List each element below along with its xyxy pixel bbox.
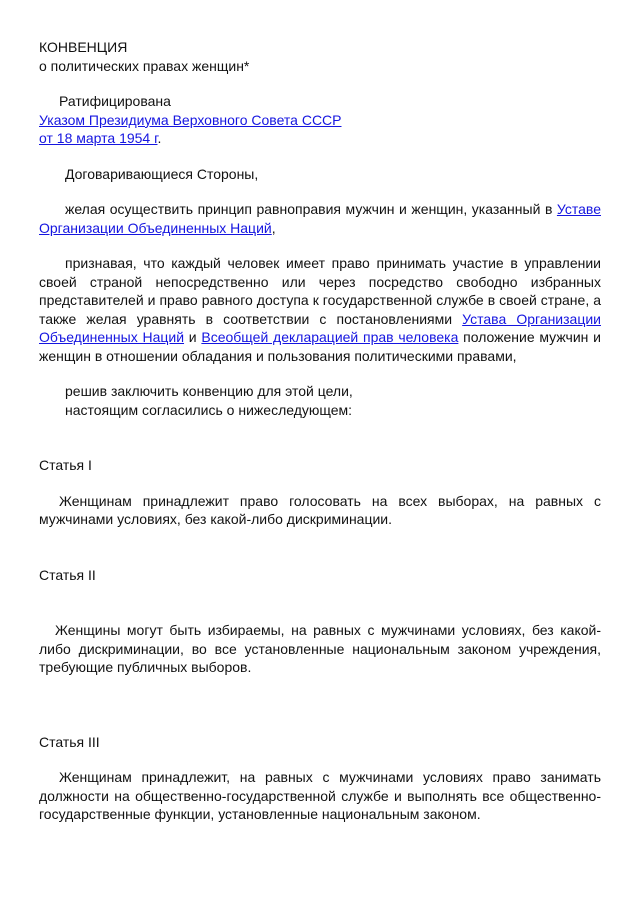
decree-link[interactable]: Указом Президиума Верховного Совета СССР от 18 марта 1954 г — [39, 111, 342, 146]
document-subtitle: о политических правах женщин* — [39, 57, 250, 74]
article-1-text: Женщинам принадлежит право голосовать на всех выборах, на равных с мужчинами условиях, без какой-либо дискриминации. — [39, 492, 601, 527]
article-2-text: Женщины могут быть избираемы, на равных с мужчинами условиях, без какой-либо дискриминации, во все установленные национальным законом учреждения, требующие публичных выборов. — [39, 622, 601, 675]
udhr-link[interactable]: Всеобщей декларацией прав человека — [201, 329, 459, 345]
preamble-paragraph-2: признавая, что каждый человек имеет право принимать участие в управлении своей страной непосредственно или через посредство свободно избранных представителей и право равного доступа к государственной службе в своей стране, а также желая уравнять в соответствии с постановлениями Устава Организации Объединенных Наций и Всеобщей декларацией прав человека положение мужчин и женщин в отношении обладания и пользования политическими правами, — [39, 255, 601, 364]
preamble-paragraph-1: желая осуществить принцип равноправия мужчин и женщин, указанный в Уставе Организации Объединенных Наций, — [39, 201, 601, 236]
document-page — [39, 38, 601, 824]
document-title: КОНВЕНЦИЯ — [39, 39, 128, 55]
ratification-label: Ратифицирована — [59, 93, 171, 109]
preamble-agreement: настоящим согласились о нижеследующем: — [65, 401, 353, 418]
article-3-heading: Статья III — [39, 733, 100, 750]
article-2-heading: Статья II — [39, 566, 96, 583]
un-charter-link-2[interactable]: Устава Организации Объединенных Наций — [39, 310, 601, 345]
ratification-decree: Указом Президиума Верховного Совета СССР от 18 марта 1954 г. — [39, 111, 342, 146]
article-3-text: Женщинам принадлежит, на равных с мужчинами условиях право занимать должности на общественно-государственной службе и выполнять все общественно-государственные функции, установленные национальным законом. — [39, 769, 601, 822]
un-charter-link[interactable]: Уставе Организации Объединенных Наций — [39, 201, 601, 236]
article-1-heading: Статья I — [39, 457, 92, 473]
preamble-parties: Договаривающиеся Стороны, — [65, 165, 259, 182]
preamble-resolution: решив заключить конвенцию для этой цели, — [65, 383, 353, 399]
